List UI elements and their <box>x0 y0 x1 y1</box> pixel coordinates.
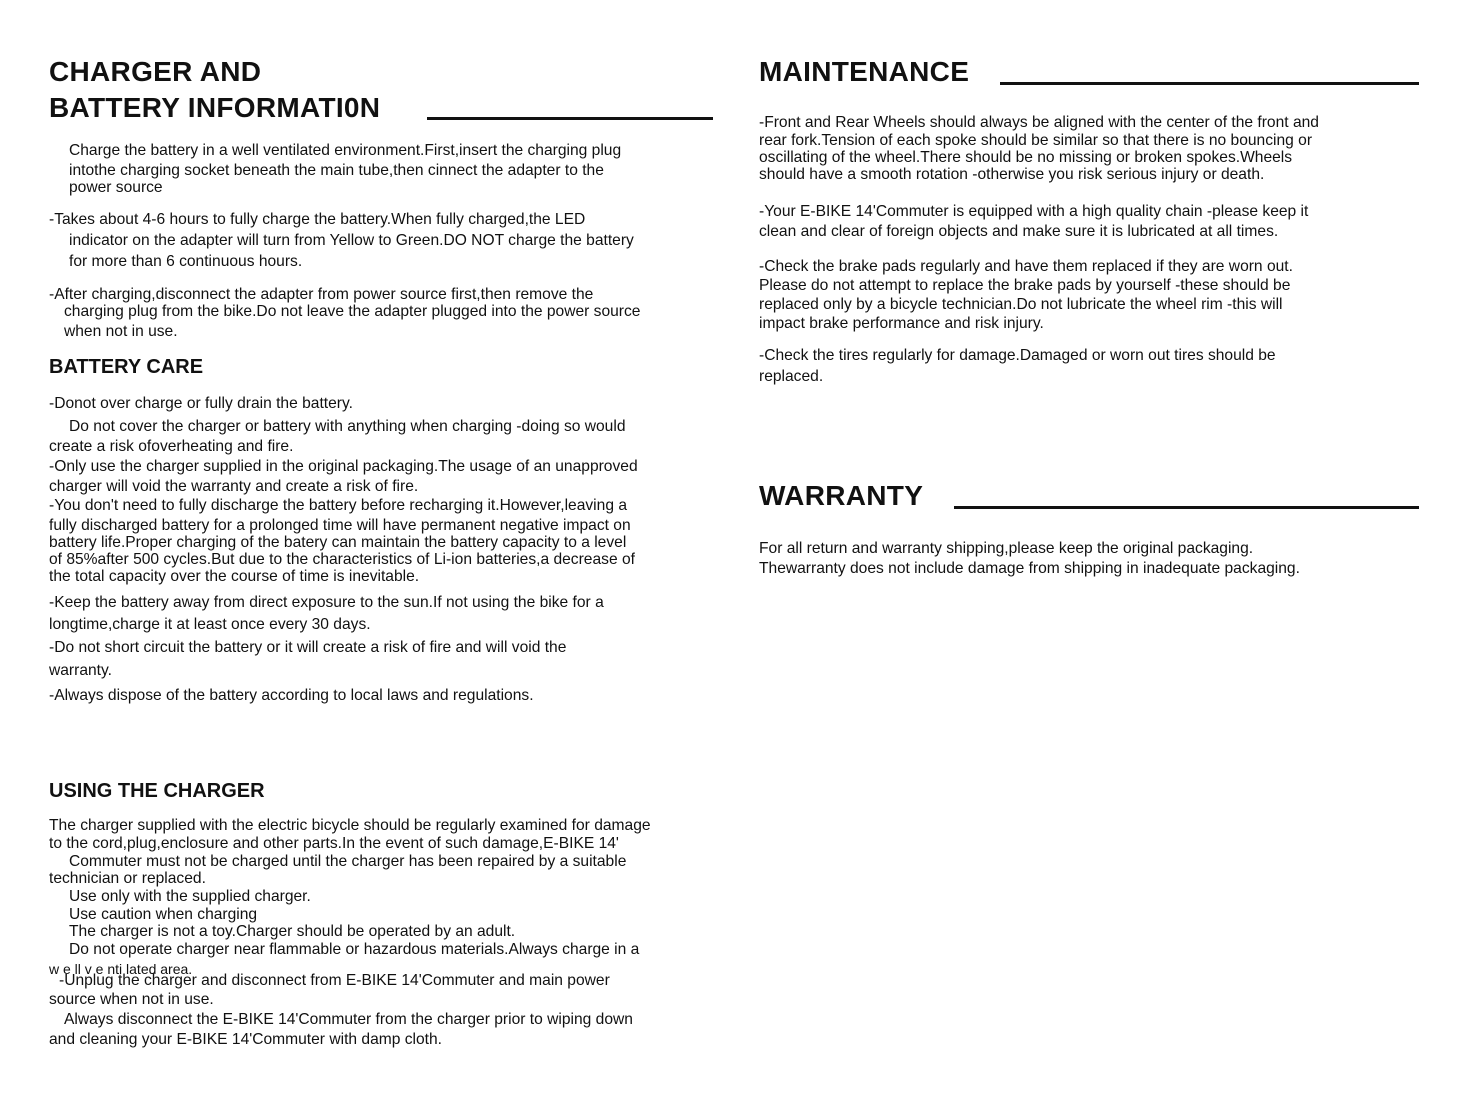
title-line-2: BATTERY INFORMATI0N <box>49 92 381 123</box>
text-line: Use only with the supplied charger. <box>69 888 311 905</box>
text-line: Do not cover the charger or battery with anything when charging -doing so would <box>69 418 626 435</box>
after-charging-paragraph <box>49 286 713 340</box>
text-line: -Check the brake pads regularly and have them replaced if they are worn out. <box>759 258 1293 275</box>
text-line: The charger is not a toy.Charger should be operated by an adult. <box>69 923 516 940</box>
text-line: longtime,charge it at least once every 30 days. <box>49 616 371 633</box>
text-line: impact brake performance and risk injury. <box>759 315 1044 332</box>
text-line: Use caution when charging <box>69 906 258 923</box>
text-line: power source <box>69 179 163 196</box>
text-line: charging plug from the bike.Do not leave the adapter plugged into the power source <box>64 303 641 320</box>
text-line: -Only use the charger supplied in the original packaging.The usage of an unapproved <box>49 458 638 475</box>
text-line: indicator on the adapter will turn from Yellow to Green.DO NOT charge the battery <box>69 232 634 249</box>
maintenance-chain-paragraph <box>759 203 1419 240</box>
dispose-paragraph <box>49 687 713 704</box>
battery-sun-paragraph <box>49 594 713 633</box>
text-line: Always disconnect the E-BIKE 14'Commuter from the charger prior to wiping down <box>64 1011 633 1028</box>
battery-care-paragraph <box>49 395 713 585</box>
text-line: -Unplug the charger and disconnect from E-BIKE 14'Commuter and main power <box>59 972 610 989</box>
warranty-heading: WARRANTY <box>759 480 924 511</box>
text-line: source when not in use. <box>49 991 214 1008</box>
text-line: oscillating of the wheel.There should be no missing or broken spokes.Wheels <box>759 149 1293 166</box>
text-line: the total capacity over the course of time is inevitable. <box>49 568 420 585</box>
text-line: create a risk ofoverheating and fire. <box>49 438 294 455</box>
charger-battery-title <box>49 54 380 126</box>
warranty-rule <box>954 506 1419 509</box>
text-line: when not in use. <box>64 323 178 340</box>
maintenance-brakes-paragraph <box>759 258 1419 332</box>
text-line: replaced only by a bicycle technician.Do not lubricate the wheel rim -this will <box>759 296 1283 313</box>
short-circuit-paragraph <box>49 639 713 679</box>
text-line: intothe charging socket beneath the main tube,then cinnect the adapter to the <box>69 162 604 179</box>
text-line: -Your E-BIKE 14'Commuter is equipped with a high quality chain -please keep it <box>759 203 1309 220</box>
text-line: -Takes about 4-6 hours to fully charge the battery.When fully charged,the LED <box>49 211 586 228</box>
text-line: Do not operate charger near flammable or hazardous materials.Always charge in a <box>69 941 640 958</box>
text-line: to the cord,plug,enclosure and other parts.In the event of such damage,E-BIKE 14' <box>49 835 619 852</box>
text-line: battery life.Proper charging of the batery can maintain the battery capacity to a level <box>49 534 627 551</box>
text-line: and cleaning your E-BIKE 14'Commuter with damp cloth. <box>49 1031 443 1048</box>
text-line: of 85%after 500 cycles.But due to the characteristics of Li-ion batteries,a decrease of <box>49 551 635 568</box>
battery-care-heading: BATTERY CARE <box>49 356 204 378</box>
text-line: fully discharged battery for a prolonged time will have permanent negative impact on <box>49 517 631 534</box>
text-line: warranty. <box>49 662 112 679</box>
text-line: charger will void the warranty and create a risk of fire. <box>49 478 419 495</box>
text-line: -You don't need to fully discharge the battery before recharging it.However,leaving a <box>49 497 627 514</box>
charger-intro-paragraph <box>49 142 713 196</box>
text-line: -Keep the battery away from direct exposure to the sun.If not using the bike for a <box>49 594 604 611</box>
text-line: clean and clear of foreign objects and make sure it is lubricated at all times. <box>759 223 1279 240</box>
text-line: Charge the battery in a well ventilated environment.First,insert the charging plug <box>69 142 622 159</box>
title-rule <box>427 117 713 120</box>
warranty-paragraph <box>759 540 1419 577</box>
text-line: -Donot over charge or fully drain the battery. <box>49 395 353 412</box>
using-charger-paragraph <box>49 817 713 1048</box>
maintenance-rule <box>1000 82 1419 85</box>
text-line: w e ll v e nti lated area. <box>49 961 193 977</box>
text-line: -Do not short circuit the battery or it will create a risk of fire and will void the <box>49 639 567 656</box>
title-line-1: CHARGER AND <box>49 56 262 87</box>
maintenance-wheels-paragraph <box>759 114 1419 183</box>
text-line: rear fork.Tension of each spoke should be similar so that there is no bouncing or <box>759 132 1313 149</box>
text-line: for more than 6 continuous hours. <box>69 253 303 270</box>
text-line: technician or replaced. <box>49 870 206 887</box>
text-line: The charger supplied with the electric bicycle should be regularly examined for damage <box>49 817 651 834</box>
text-line: -After charging,disconnect the adapter from power source first,then remove the <box>49 286 594 303</box>
text-line: For all return and warranty shipping,please keep the original packaging. <box>759 540 1254 557</box>
maintenance-tires-paragraph <box>759 347 1419 385</box>
text-line: Commuter must not be charged until the charger has been repaired by a suitable <box>69 853 627 870</box>
text-line: -Check the tires regularly for damage.Damaged or worn out tires should be <box>759 347 1276 364</box>
text-line: -Front and Rear Wheels should always be aligned with the center of the front and <box>759 114 1319 131</box>
charge-time-paragraph <box>49 211 713 270</box>
text-line: -Always dispose of the battery according to local laws and regulations. <box>49 687 534 704</box>
text-line: replaced. <box>759 368 824 385</box>
using-charger-heading: USING THE CHARGER <box>49 780 265 802</box>
maintenance-heading: MAINTENANCE <box>759 56 970 87</box>
text-line: should have a smooth rotation -otherwise you risk serious injury or death. <box>759 166 1265 183</box>
text-line: Thewarranty does not include damage from shipping in inadequate packaging. <box>759 560 1300 577</box>
text-line: Please do not attempt to replace the brake pads by yourself -these should be <box>759 277 1291 294</box>
